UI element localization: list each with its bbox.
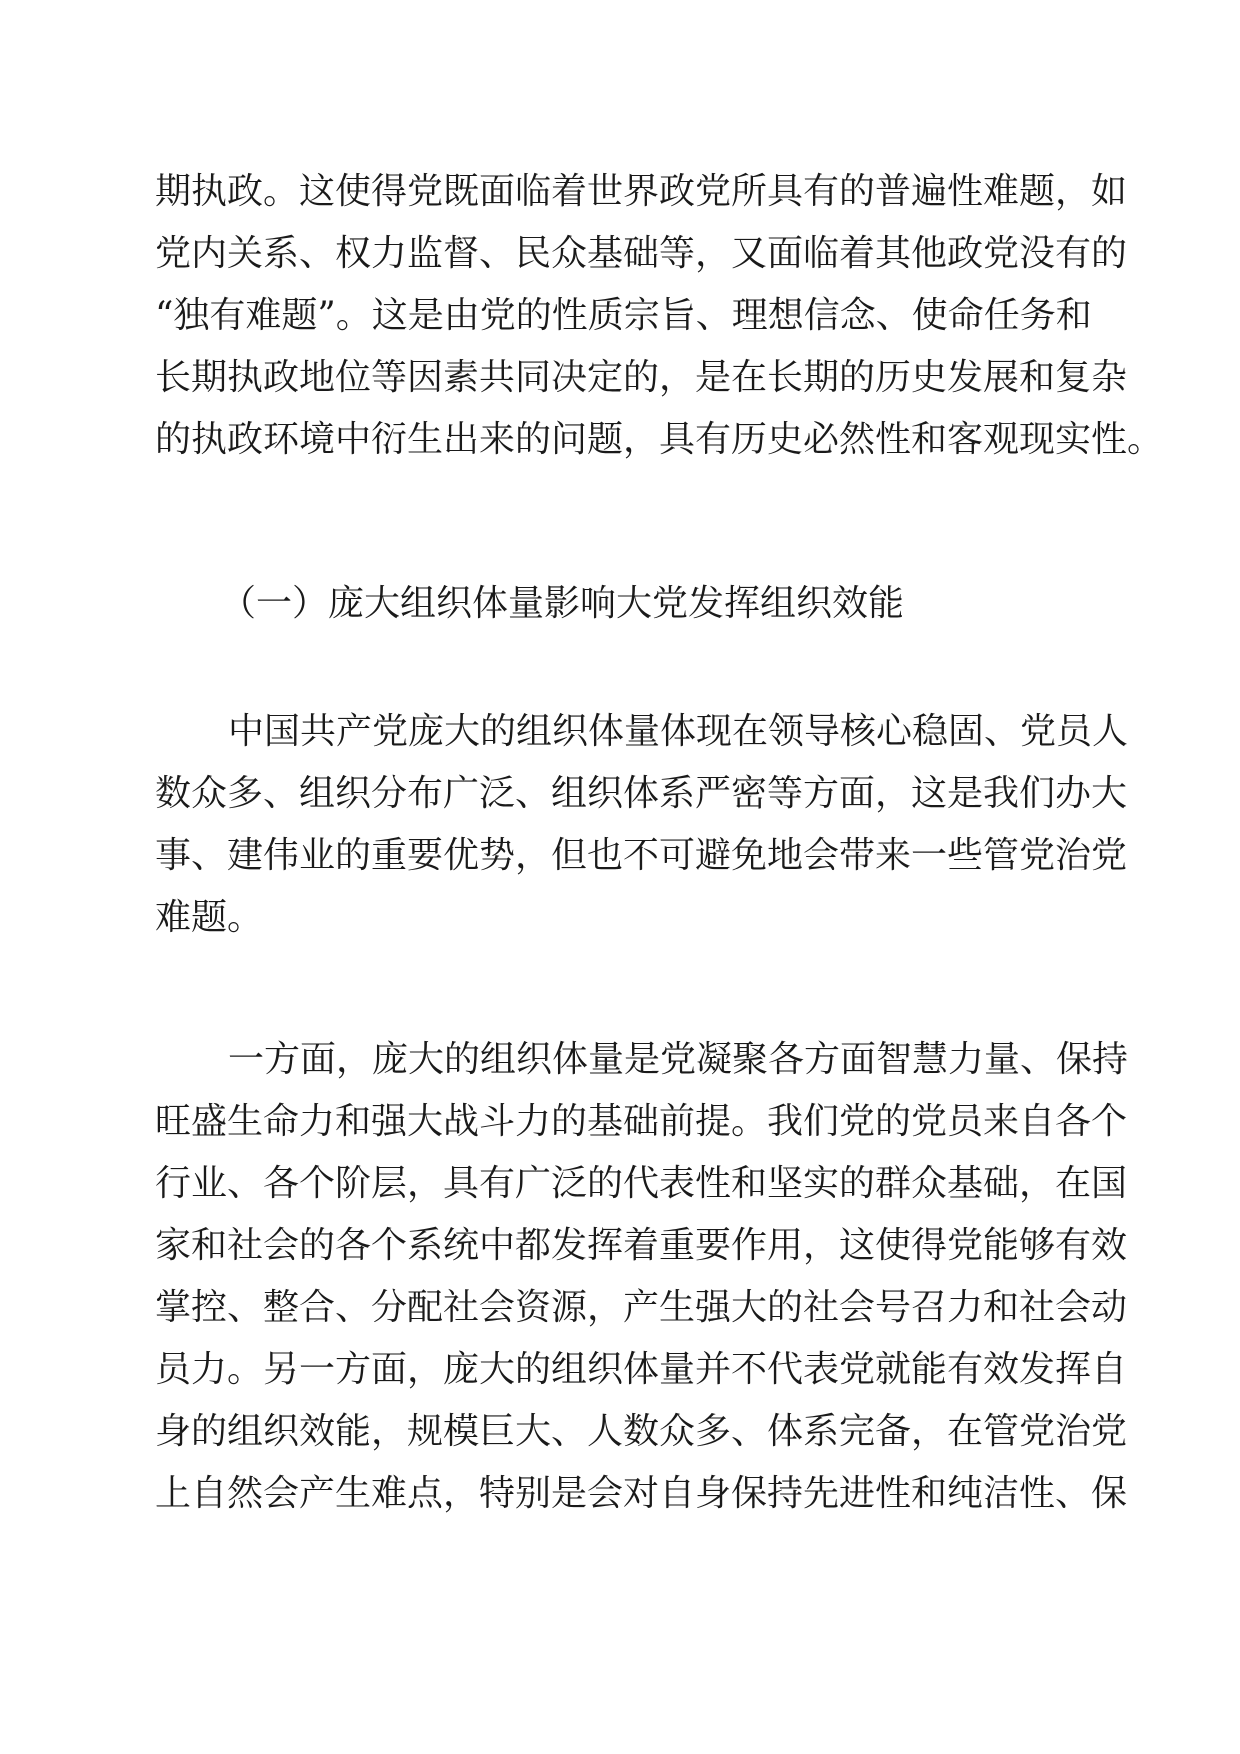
text-line: 旺盛生命力和强大战斗力的基础前提。我们党的党员来自各个: [155, 1101, 1128, 1142]
text-line: 家和社会的各个系统中都发挥着重要作用，这使得党能够有效: [155, 1225, 1128, 1266]
text-line: 的执政环境中衍生出来的问题，具有历史必然性和客观现实性。: [155, 419, 1164, 460]
text-line: 身的组织效能，规模巨大、人数众多、体系完备，在管党治党: [155, 1411, 1128, 1452]
text-line: 员力。另一方面，庞大的组织体量并不代表党就能有效发挥自: [155, 1349, 1128, 1390]
text-line: 党内关系、权力监督、民众基础等，又面临着其他政党没有的: [155, 233, 1128, 274]
text-line: “独有难题”。这是由党的性质宗旨、理想信念、使命任务和: [155, 295, 1092, 336]
text-line: 行业、各个阶层，具有广泛的代表性和坚实的群众基础，在国: [155, 1163, 1128, 1204]
text-line: 掌控、整合、分配社会资源，产生强大的社会号召力和社会动: [155, 1287, 1128, 1328]
text-line: 中国共产党庞大的组织体量体现在领导核心稳固、党员人: [228, 711, 1129, 752]
text-line: 一方面，庞大的组织体量是党凝聚各方面智慧力量、保持: [228, 1039, 1129, 1080]
text-line: 事、建伟业的重要优势，但也不可避免地会带来一些管党治党: [155, 835, 1128, 876]
section-heading: （一）庞大组织体量影响大党发挥组织效能: [220, 583, 905, 624]
text-line: 长期执政地位等因素共同决定的，是在长期的历史发展和复杂: [155, 357, 1128, 398]
text-line: 上自然会产生难点，特别是会对自身保持先进性和纯洁性、保: [155, 1473, 1128, 1514]
text-line: 期执政。这使得党既面临着世界政党所具有的普遍性难题，如: [155, 171, 1128, 212]
text-line: 难题。: [155, 897, 264, 938]
text-line: 数众多、组织分布广泛、组织体系严密等方面，这是我们办大: [155, 773, 1128, 814]
